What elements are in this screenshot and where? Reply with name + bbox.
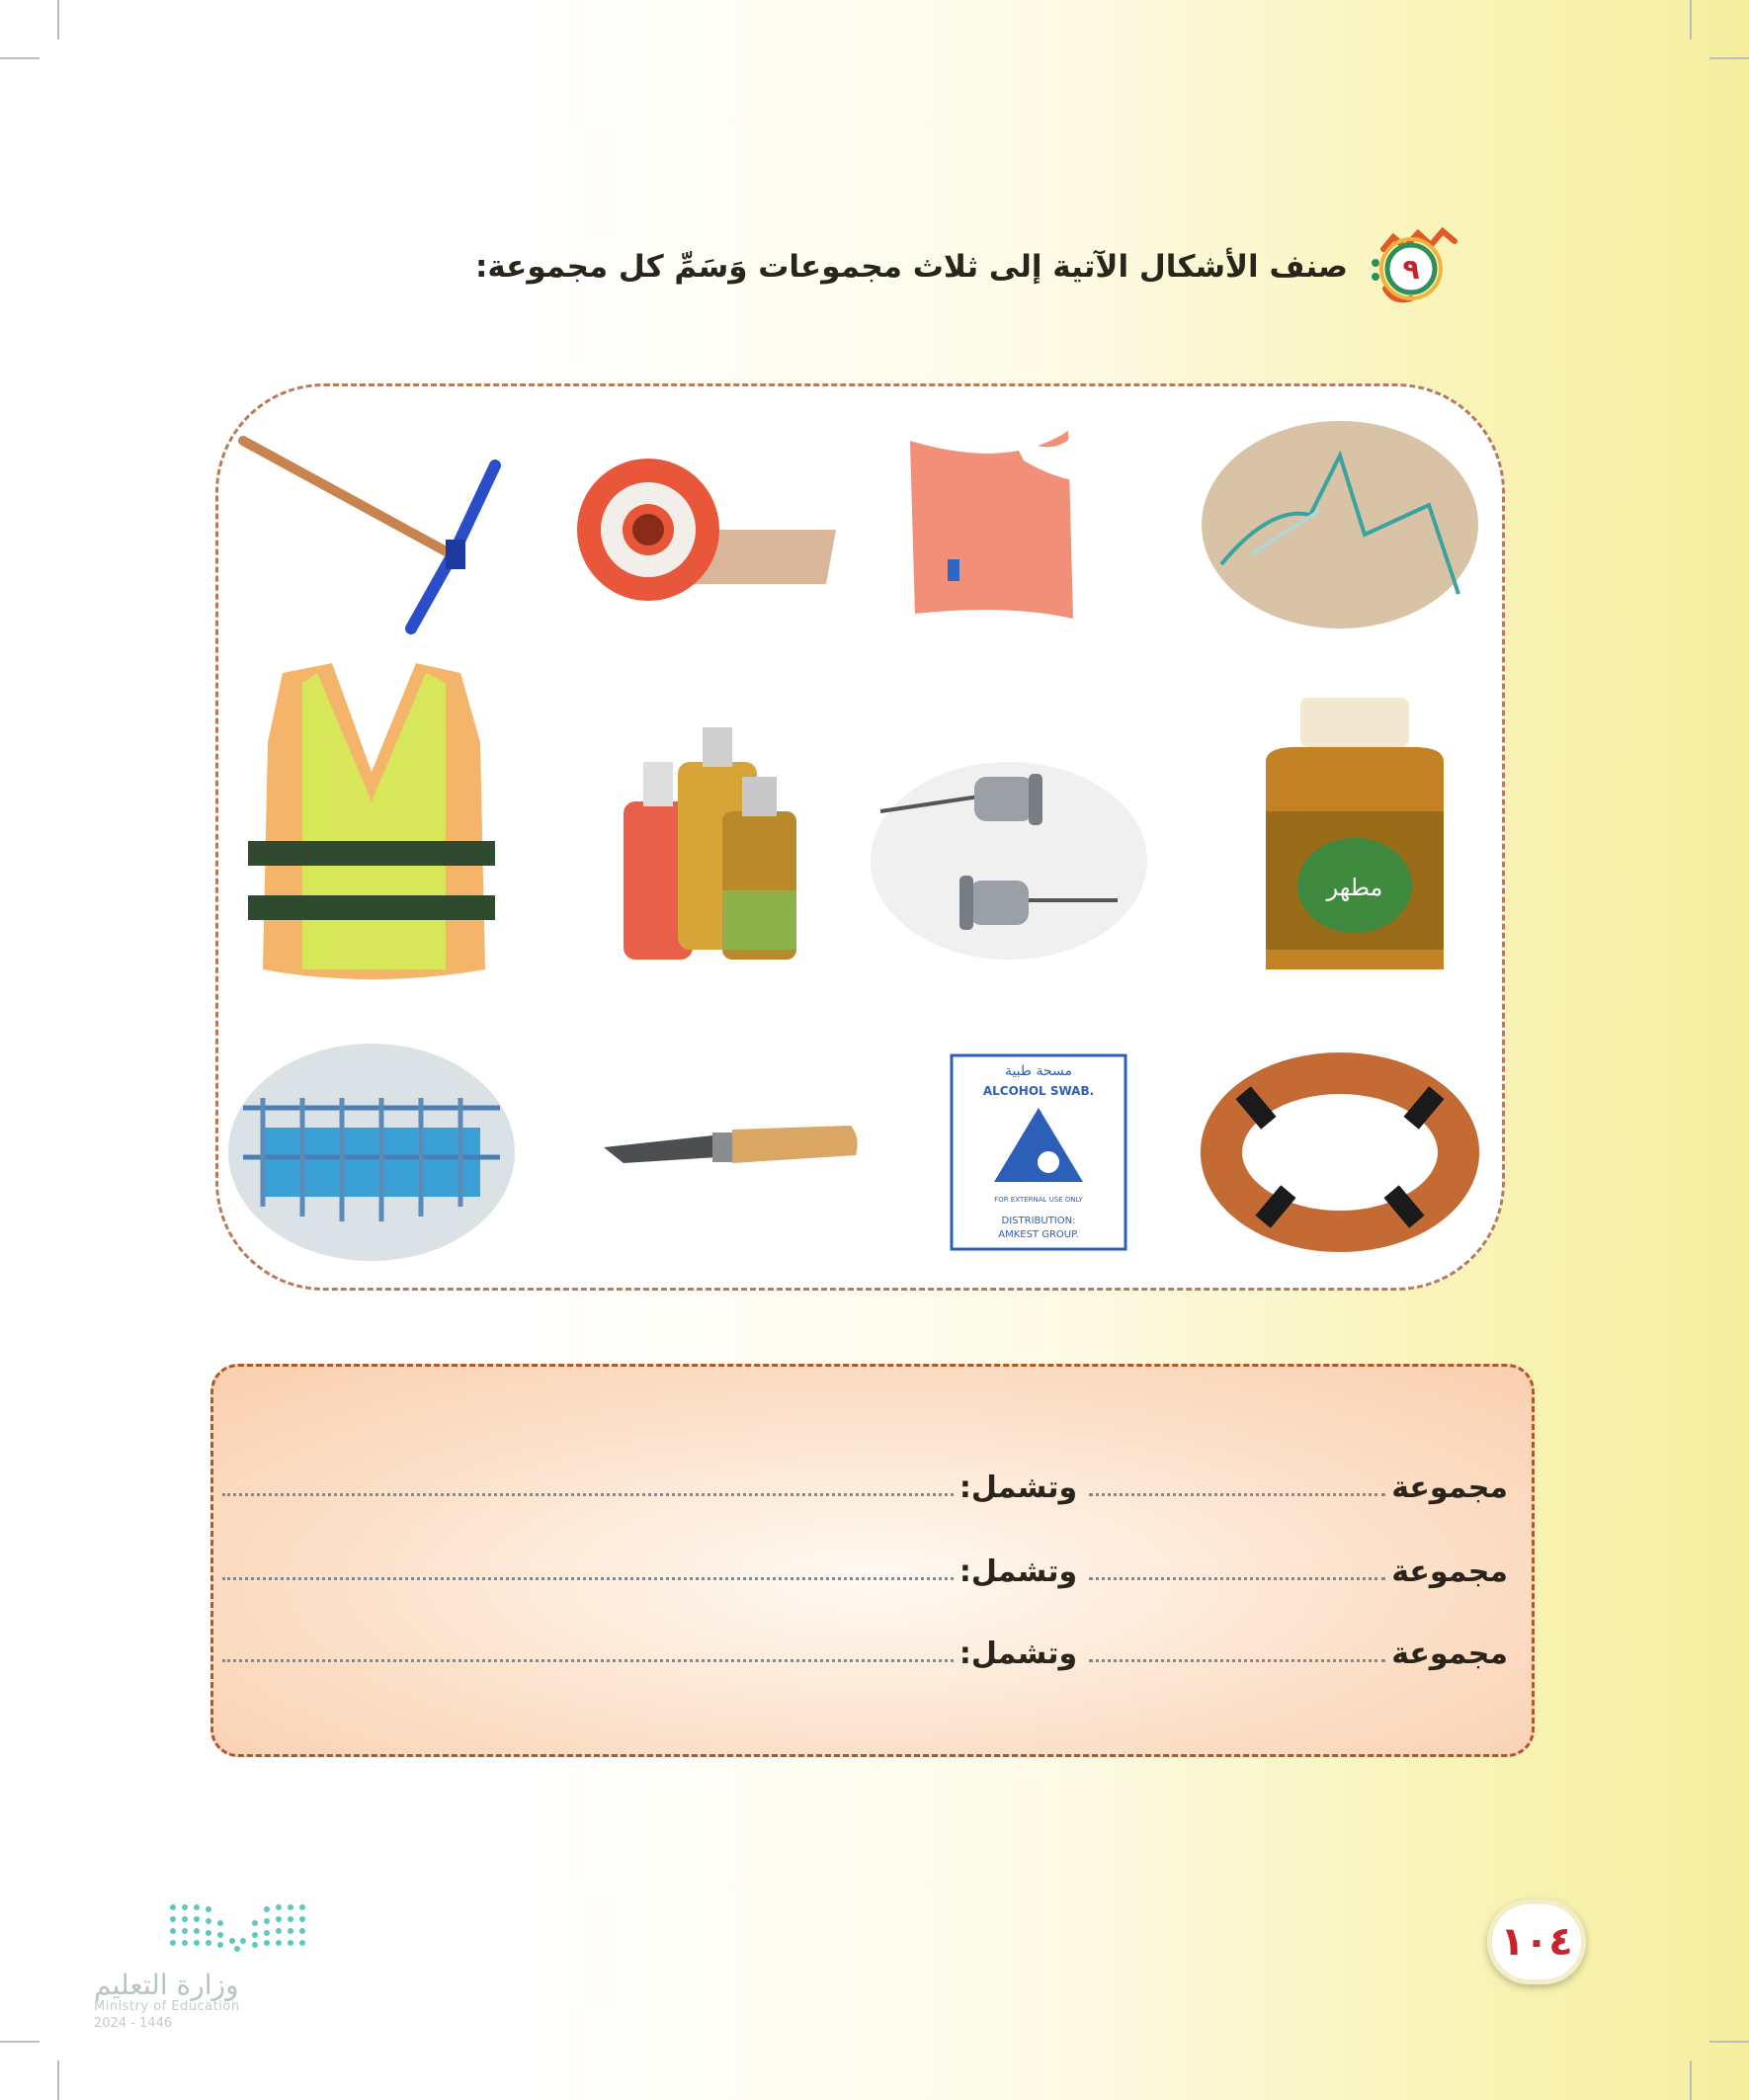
push-pins-icon	[861, 752, 1157, 969]
pickaxe-icon	[223, 421, 520, 638]
includes-label: وتشمل:	[958, 1554, 1078, 1589]
answer-line	[213, 1550, 1508, 1589]
includes-label: وتشمل:	[958, 1637, 1078, 1671]
group-label: مجموعة	[1391, 1554, 1508, 1589]
ministry-logo	[94, 1897, 331, 2031]
includes-label: وتشمل:	[958, 1470, 1078, 1505]
swab-company: AMKEST GROUP.	[998, 1229, 1079, 1240]
crop-mark	[1709, 2041, 1749, 2043]
ministry-dots-icon	[94, 1897, 331, 1957]
ministry-name-ar: وزارة التعليم	[94, 1969, 239, 2001]
includes-blank[interactable]	[222, 1658, 954, 1662]
swab-arabic: مسحة طبية	[1004, 1063, 1073, 1079]
group-name-blank[interactable]	[1089, 1576, 1385, 1580]
crop-mark	[57, 2060, 59, 2100]
pocket-knife-icon	[584, 1078, 880, 1226]
alcohol-swab-icon	[950, 1053, 1127, 1251]
ministry-year: 2024 - 1446	[94, 2016, 173, 2031]
antiseptic-label: مطهر	[1326, 874, 1383, 901]
answer-box	[210, 1364, 1535, 1757]
crop-mark	[0, 57, 40, 59]
question-number: ٩	[1402, 253, 1420, 286]
answer-line	[213, 1466, 1508, 1505]
includes-blank[interactable]	[222, 1492, 954, 1496]
swab-warning: FOR EXTERNAL USE ONLY	[994, 1196, 1083, 1204]
broken-glass-icon	[1192, 416, 1488, 633]
page-number: ١٠٤	[1487, 1899, 1586, 1984]
pool-fence-icon	[223, 1039, 520, 1266]
swab-title: ALCOHOL SWAB.	[982, 1084, 1095, 1098]
life-ring-icon	[1192, 1049, 1488, 1256]
group-name-blank[interactable]	[1089, 1658, 1385, 1662]
swab-distribution: DISTRIBUTION:	[1001, 1216, 1076, 1226]
instruction-text: صنف الأشكال الآتية إلى ثلاث مجموعات وَسَمِّ كل مجموعة:	[474, 248, 1348, 285]
ministry-name-en: Ministry of Education	[94, 1999, 240, 2014]
question-badge	[1364, 219, 1472, 313]
includes-blank[interactable]	[222, 1576, 954, 1580]
safety-vest-icon	[223, 653, 520, 999]
group-label: مجموعة	[1391, 1637, 1508, 1671]
adhesive-tape-roll-icon	[540, 421, 836, 638]
question-header	[475, 219, 1472, 313]
image-panel	[215, 383, 1505, 1291]
answer-line	[213, 1632, 1508, 1671]
crop-mark	[1690, 2060, 1692, 2100]
crop-mark	[1690, 0, 1692, 40]
crop-mark	[0, 2041, 40, 2043]
crop-mark	[1709, 57, 1749, 59]
arm-float-icon	[861, 421, 1157, 638]
group-name-blank[interactable]	[1089, 1492, 1385, 1496]
medicine-bottles-icon	[584, 722, 880, 969]
crop-mark	[57, 0, 59, 40]
group-label: مجموعة	[1391, 1470, 1508, 1505]
antiseptic-bottle-icon	[1207, 693, 1503, 979]
